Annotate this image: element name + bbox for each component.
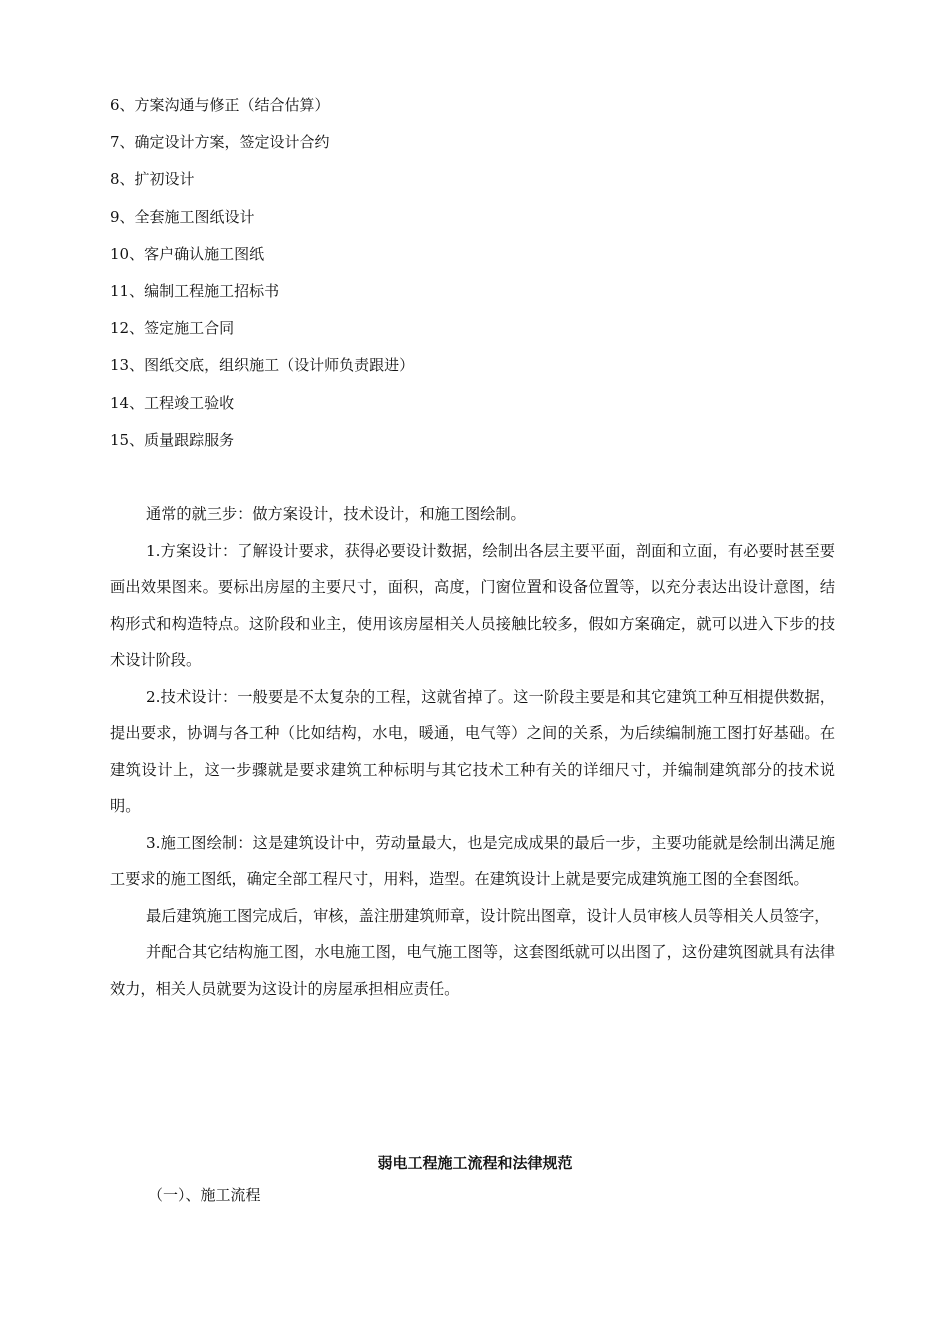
list-item: 8、扩初设计 <box>110 170 195 189</box>
design-steps-list <box>110 94 850 466</box>
approval-paragraph: 最后建筑施工图完成后，审核，盖注册建筑师章，设计院出图章，设计人员审核人员等相关人员签字， <box>146 906 830 925</box>
section-heading: 弱电工程施工流程和法律规范 <box>377 1154 573 1172</box>
list-item: 11、编制工程施工招标书 <box>110 281 280 300</box>
list-item: 15、质量跟踪服务 <box>110 430 235 449</box>
list-item: 6、方案沟通与修正（结合估算） <box>110 96 330 114</box>
section-subheading: （一）、施工流程 <box>148 1186 261 1204</box>
list-item: 9、全套施工图纸设计 <box>110 207 255 226</box>
legal-effect-paragraph: 并配合其它结构施工图，水电施工图，电气施工图等，这套图纸就可以出图了，这份建筑图就具有法律效力，相关人员就要为这设计的房屋承担相应责任。 <box>110 943 835 998</box>
list-item: 14、工程竣工验收 <box>110 393 235 412</box>
construction-drawing-paragraph: 3.施工图绘制：这是建筑设计中，劳动量最大，也是完成成果的最后一步，主要功能就是绘制出满足施工要求的施工图纸，确定全部工程尺寸，用料，造型。在建筑设计上就是要完成建筑施工图的全套图纸。 <box>110 833 835 888</box>
list-item: 13、图纸交底，组织施工（设计师负责跟进） <box>110 356 415 375</box>
list-item: 7、确定设计方案，签定设计合约 <box>110 133 330 152</box>
list-item: 12、签定施工合同 <box>110 319 235 338</box>
intro-paragraph: 通常的就三步：做方案设计，技术设计，和施工图绘制。 <box>146 505 526 523</box>
body-text <box>110 496 835 1007</box>
technical-design-paragraph: 2.技术设计：一般要是不太复杂的工程，这就省掉了。这一阶段主要是和其它建筑工种互相提供数据，提出要求，协调与各工种（比如结构，水电，暖通，电气等）之间的关系，为后续编制施工图打好基础。在建筑设计上，这一步骤就是要求建筑工种标明与其它技术工种有关的详细尺寸，并编制建筑部分的技术说明。 <box>110 687 835 815</box>
list-item: 10、客户确认施工图纸 <box>110 244 265 263</box>
scheme-design-paragraph: 1.方案设计：了解设计要求，获得必要设计数据，绘制出各层主要平面，剖面和立面，有必要时甚至要画出效果图来。要标出房屋的主要尺寸，面积，高度，门窗位置和设备位置等，以充分表达出设计意图，结构形式和构造特点。这阶段和业主，使用该房屋相关人员接触比较多，假如方案确定，就可以进入下步的技术设计阶段。 <box>110 541 835 669</box>
